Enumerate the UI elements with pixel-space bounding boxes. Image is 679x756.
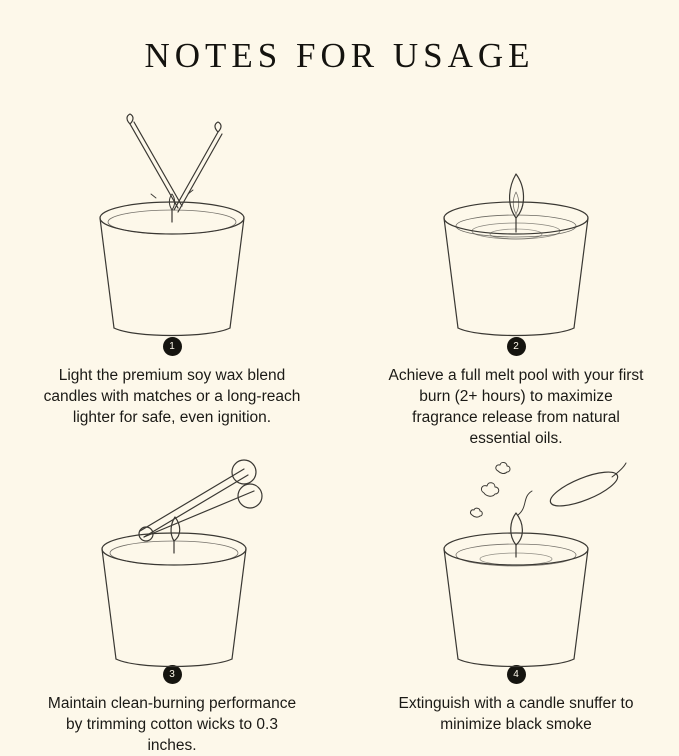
step-caption: Extinguish with a candle snuffer to minimize black smoke: [398, 695, 634, 733]
step-number-badge: 1: [163, 337, 182, 356]
step-caption: Light the premium soy wax blend candles with matches or a long-reach lighter for safe, even ignition.: [43, 367, 301, 426]
step-number-badge: 4: [507, 665, 526, 684]
candle-with-snuffer-icon: [366, 449, 666, 669]
step-caption: Achieve a full melt pool with your first burn (2+ hours) to maximize fragrance release from natural essential oils.: [388, 367, 644, 447]
candle-full-melt-pool-icon: [366, 86, 666, 341]
step-card-3: [0, 449, 344, 756]
candle-with-matches-icon: [22, 86, 322, 341]
step-card-1: [0, 86, 344, 449]
candle-with-wick-trimmer-icon: [22, 449, 322, 669]
page-title: NOTES FOR USAGE: [144, 36, 535, 75]
step-card-2: [344, 86, 679, 449]
step-number-badge: 3: [163, 665, 182, 684]
step-caption: Maintain clean-burning performance by trimming cotton wicks to 0.3 inches.: [47, 695, 297, 754]
step-number-badge: 2: [507, 337, 526, 356]
steps-grid: [0, 86, 679, 756]
step-card-4: [344, 449, 679, 756]
